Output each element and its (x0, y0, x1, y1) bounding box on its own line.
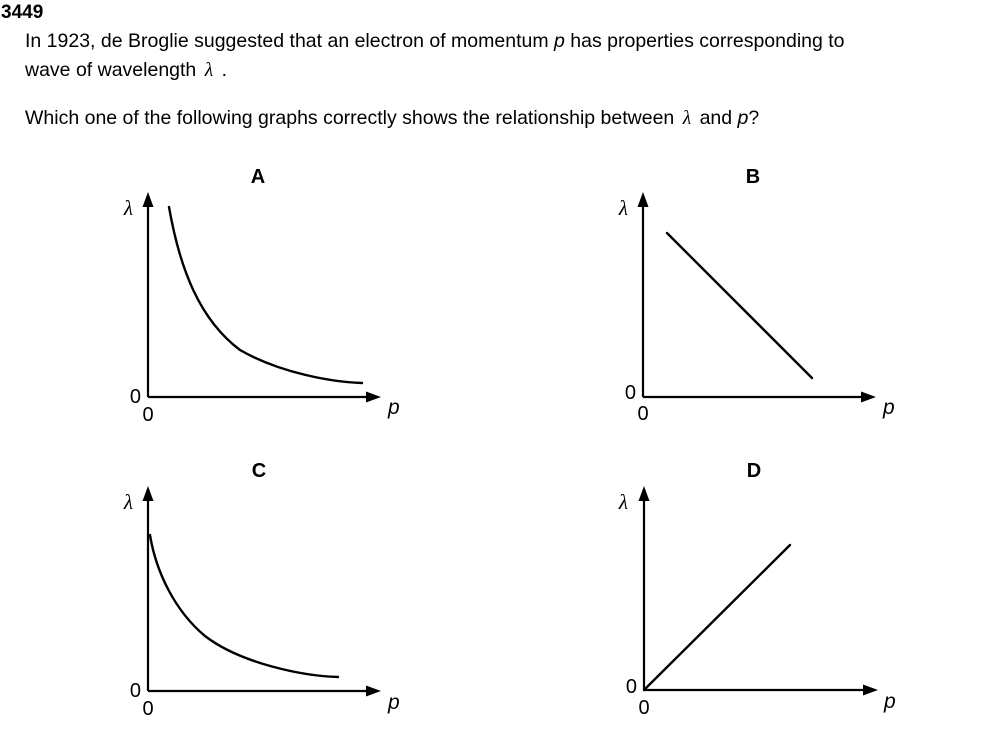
question-prompt (25, 104, 1000, 133)
question-text (25, 27, 1000, 85)
question-text-part: has properties corresponding to (564, 30, 845, 52)
wavelength-symbol: λ (682, 108, 692, 129)
x-axis-arrowhead-icon (366, 686, 381, 697)
x-axis-label: p (883, 396, 895, 419)
x-axis-label: p (388, 396, 400, 419)
origin-label-y: 0 (129, 680, 141, 702)
graph-option-d (590, 450, 910, 740)
wavelength-symbol: λ (204, 60, 214, 81)
y-axis-label: λ (123, 490, 133, 514)
momentum-symbol: p (554, 30, 565, 52)
y-axis-arrowhead-icon (639, 486, 650, 501)
origin-label-x: 0 (142, 404, 154, 426)
prompt-part: Which one of the following graphs correctly shows the relationship between (25, 107, 680, 129)
y-axis-arrowhead-icon (143, 192, 154, 207)
origin-label-x: 0 (637, 403, 649, 425)
question-number: 3449 (1, 2, 44, 23)
question-text-part: . (216, 59, 227, 81)
y-axis-arrowhead-icon (143, 486, 154, 501)
question-text-part: In 1923, de Broglie suggested that an electron of momentum (25, 30, 554, 52)
curve-negative-linear (667, 233, 812, 378)
x-axis-label: p (884, 690, 896, 713)
prompt-part: and (694, 107, 738, 129)
origin-label-y: 0 (625, 676, 637, 698)
x-axis-arrowhead-icon (861, 392, 876, 403)
y-axis-label: λ (618, 490, 628, 514)
graph-title: A (250, 166, 266, 188)
graph-option-a (100, 160, 410, 428)
origin-label-x: 0 (638, 697, 650, 719)
origin-label-x: 0 (142, 698, 154, 720)
x-axis-arrowhead-icon (863, 685, 878, 696)
graph-option-b (590, 160, 910, 428)
question-text-part: wave of wavelength (25, 59, 202, 81)
curve-inverse-decay (169, 207, 362, 383)
y-axis-arrowhead-icon (638, 192, 649, 207)
x-axis-label: p (388, 691, 400, 714)
y-axis-label: λ (123, 196, 133, 220)
graph-option-c (100, 450, 410, 740)
y-axis-label: λ (618, 196, 628, 220)
graph-title: B (745, 166, 761, 188)
x-axis-arrowhead-icon (366, 392, 381, 403)
curve-decay-from-intercept (150, 535, 338, 677)
origin-label-y: 0 (624, 382, 636, 404)
graph-title: D (746, 460, 762, 482)
origin-label-y: 0 (129, 386, 141, 408)
graph-title: C (251, 460, 267, 482)
momentum-symbol: p (737, 107, 749, 129)
curve-positive-linear-through-origin (644, 545, 790, 690)
prompt-part: ? (748, 107, 760, 129)
